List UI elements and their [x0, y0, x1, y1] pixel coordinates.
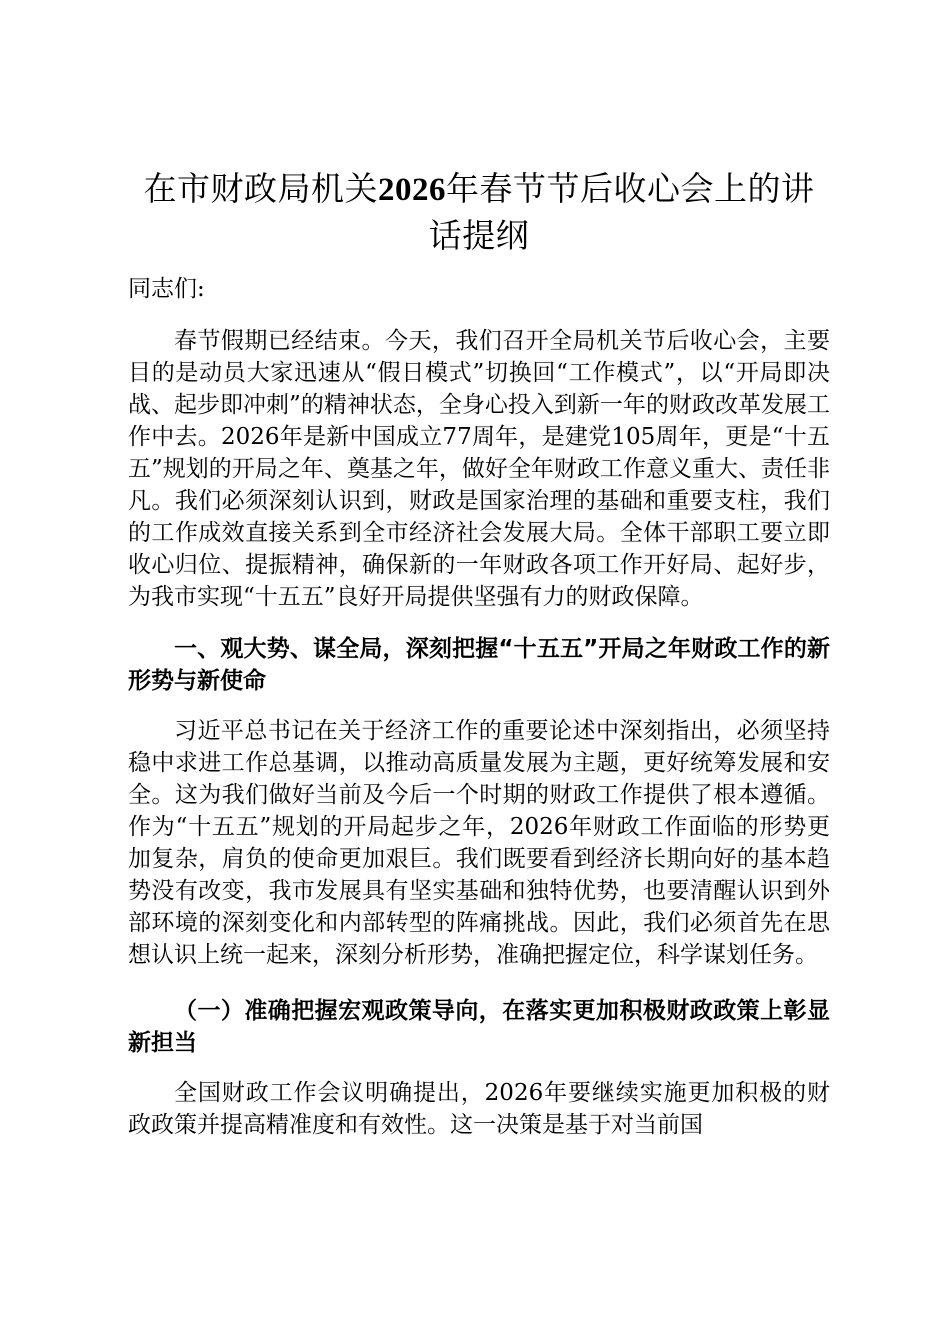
title-part-2: 年春节节后收心会上的讲话提纲: [428, 169, 815, 255]
subsection-1-heading: （一）准确把握宏观政策导向，在落实更加积极财政政策上彰显新担当: [128, 998, 830, 1056]
intro-paragraph: 春节假期已经结束。今天，我们召开全局机关节后收心会，主要目的是动员大家迅速从“假日模式”切换回“工作模式”，以“开局即决战、起步即冲刺”的精神状态，全身心投入到新一年的财政改革发展工作中去。2026年是新中国成立77周年，是建党105周年，更是“十五五”规划的开局之年、奠基之年，做好全年财政工作意义重大、责任非凡。我们必须深刻认识到，财政是国家治理的基础和重要支柱，我们的工作成效直接关系到全市经济社会发展大局。全体干部职工要立即收心归位、提振精神，确保新的一年财政各项工作开好局、起好步，为我市实现“十五五”良好开局提供坚强有力的财政保障。: [128, 328, 830, 610]
document-title: [128, 166, 830, 259]
salutation: 同志们:: [128, 276, 205, 302]
title-year: 2026: [378, 172, 446, 208]
subsection-1-paragraph: 全国财政工作会议明确提出，2026年要继续实施更加积极的财政政策并提高精准度和有效性。这一决策是基于对当前国: [128, 1080, 830, 1138]
document-page: [128, 166, 830, 1141]
section-1-heading: 一、观大势、谋全局，深刻把握“十五五”开局之年财政工作的新形势与新使命: [128, 636, 830, 694]
title-part-1: 在市财政局机关: [143, 169, 378, 208]
section-1-paragraph: 习近平总书记在关于经济工作的重要论述中深刻指出，必须坚持稳中求进工作总基调，以推动高质量发展为主题，更好统筹发展和安全。这为我们做好当前及今后一个时期的财政工作提供了根本遵循。作为“十五五”规划的开局起步之年，2026年财政工作面临的形势更加复杂，肩负的使命更加艰巨。我们既要看到经济长期向好的基本趋势没有改变，我市发展具有坚实基础和独特优势，也要清醒认识到外部环境的深刻变化和内部转型的阵痛挑战。因此，我们必须首先在思想认识上统一起来，深刻分析形势，准确把握定位，科学谋划任务。: [128, 718, 830, 968]
